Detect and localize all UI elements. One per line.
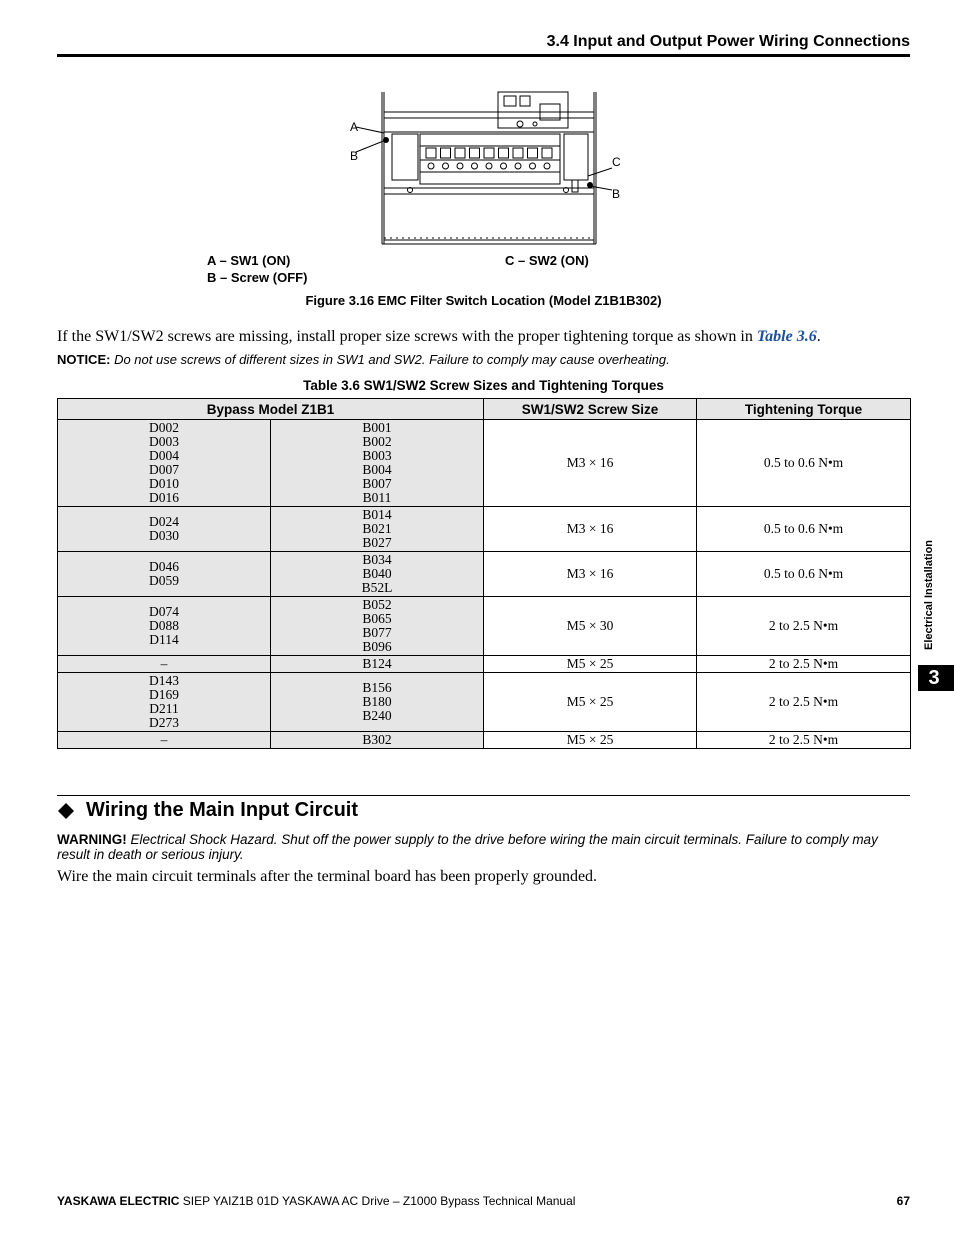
table-row [58, 507, 911, 552]
model-code: D211 [149, 701, 179, 716]
model-code: B002 [362, 434, 392, 449]
cell-torque: 0.5 to 0.6 N•m [697, 507, 911, 552]
terminal-block-group [426, 148, 552, 169]
model-code: D016 [149, 490, 179, 505]
model-code: B124 [362, 656, 392, 671]
warning-label: WARNING! [57, 832, 127, 847]
terminal-lug [513, 148, 523, 158]
notice [57, 352, 910, 367]
cell-d-models [58, 673, 271, 732]
model-code: B240 [362, 708, 392, 723]
terminal-lug [426, 148, 436, 158]
model-code: B052 [362, 597, 392, 612]
terminal-screw [428, 163, 434, 169]
drive-drawing [340, 90, 630, 250]
model-code: D088 [149, 618, 179, 633]
cell-screw-size: M5 × 30 [484, 597, 697, 656]
cell-b-models [271, 732, 484, 749]
terminal-screw [443, 163, 449, 169]
cell-screw-size: M3 × 16 [484, 420, 697, 507]
callout-b-left: B [350, 149, 359, 163]
terminal-screw [501, 163, 507, 169]
model-code: D046 [149, 559, 179, 574]
cell-screw-size: M3 × 16 [484, 507, 697, 552]
cell-screw-size: M5 × 25 [484, 732, 697, 749]
header-rule [57, 54, 910, 57]
table-reference-link[interactable]: Table 3.6 [756, 328, 817, 345]
table-row [58, 552, 911, 597]
cell-screw-size: M5 × 25 [484, 673, 697, 732]
terminal-lug [441, 148, 451, 158]
model-code: B52L [361, 580, 393, 595]
callout-c: C [612, 155, 621, 169]
model-code: B180 [362, 694, 392, 709]
table-row [58, 597, 911, 656]
model-code: D059 [149, 573, 179, 588]
section-heading: Wiring the Main Input Circuit [86, 799, 359, 821]
para1-end: . [816, 328, 821, 345]
cell-screw-size: M3 × 16 [484, 552, 697, 597]
table-caption: Table 3.6 SW1/SW2 Screw Sizes and Tightening Torques [303, 378, 664, 393]
legend-item-c: C – SW2 (ON) [505, 253, 589, 268]
warning [57, 832, 910, 862]
terminal-screw [544, 163, 550, 169]
side-tab [912, 535, 946, 655]
column-header-model: Bypass Model Z1B1 [58, 399, 484, 420]
cell-d-models [58, 507, 271, 552]
table-row [58, 732, 911, 749]
terminal-lug [499, 148, 509, 158]
notice-label: NOTICE: [57, 352, 111, 367]
side-tab-label: Electrical Installation [923, 539, 935, 651]
model-code: B156 [362, 680, 392, 695]
cell-screw-size: M5 × 25 [484, 656, 697, 673]
notice-text: Do not use screws of different sizes in SW1 and SW2. Failure to comply may cause overheating. [110, 352, 670, 367]
model-code: D074 [149, 604, 179, 619]
emc-filter-figure [340, 90, 630, 250]
warning-text: Electrical Shock Hazard. Shut off the power supply to the drive before wiring the main circuit terminals. Failure to comply may result in death or serious injury. [57, 832, 878, 862]
cell-torque: 2 to 2.5 N•m [697, 656, 911, 673]
cell-b-models [271, 507, 484, 552]
model-code: D169 [149, 687, 179, 702]
model-code: D004 [149, 448, 179, 463]
terminal-lug [455, 148, 465, 158]
screw-size-table [57, 398, 911, 749]
body-paragraph [57, 328, 910, 346]
table-body [58, 420, 911, 749]
model-code: B003 [362, 448, 392, 463]
sw1-screw [383, 137, 389, 143]
model-code: B021 [362, 521, 392, 536]
terminal-lug [470, 148, 480, 158]
column-header-screw-size: SW1/SW2 Screw Size [484, 399, 697, 420]
running-header: 3.4 Input and Output Power Wiring Connections [546, 33, 910, 50]
table-row [58, 656, 911, 673]
cell-torque: 2 to 2.5 N•m [697, 597, 911, 656]
terminal-screw [530, 163, 536, 169]
cell-d-models [58, 597, 271, 656]
cell-torque: 0.5 to 0.6 N•m [697, 420, 911, 507]
column-header-torque: Tightening Torque [697, 399, 911, 420]
model-code: B077 [362, 625, 392, 640]
terminal-lug [484, 148, 494, 158]
footer [57, 1194, 910, 1208]
cell-torque: 2 to 2.5 N•m [697, 673, 911, 732]
table-header-row [58, 399, 911, 420]
model-code: B001 [362, 420, 392, 435]
model-code: D007 [149, 462, 179, 477]
model-code: B040 [362, 566, 392, 581]
chapter-number: 3 [928, 667, 940, 689]
cell-d-models [58, 420, 271, 507]
footer-left [57, 1194, 575, 1208]
model-code: B065 [362, 611, 392, 626]
model-code: B007 [362, 476, 392, 491]
model-code: D010 [149, 476, 179, 491]
model-code: D030 [149, 528, 179, 543]
cell-d-models [58, 552, 271, 597]
model-code: D273 [149, 715, 179, 730]
section-rule [57, 795, 910, 796]
model-code: B096 [362, 639, 392, 654]
model-code: D024 [149, 514, 179, 529]
cell-d-models [58, 656, 271, 673]
diamond-bullet-icon [58, 803, 74, 819]
cell-b-models [271, 656, 484, 673]
legend-item-b: B – Screw (OFF) [207, 270, 308, 285]
page-number: 67 [896, 1194, 910, 1208]
cell-b-models [271, 597, 484, 656]
terminal-screw [486, 163, 492, 169]
terminal-lug [528, 148, 538, 158]
table-row [58, 420, 911, 507]
callout-a: A [350, 120, 359, 134]
cell-torque: 2 to 2.5 N•m [697, 732, 911, 749]
model-code: D002 [149, 420, 179, 435]
legend-item-a: A – SW1 (ON) [207, 253, 291, 268]
model-code: B027 [362, 535, 392, 550]
model-code: B034 [362, 552, 392, 567]
cell-b-models [271, 552, 484, 597]
cell-b-models [271, 420, 484, 507]
cell-b-models [271, 673, 484, 732]
terminal-screw [472, 163, 478, 169]
footer-doc: SIEP YAIZ1B 01D YASKAWA AC Drive – Z1000 Bypass Technical Manual [179, 1194, 576, 1208]
model-code: B014 [362, 507, 392, 522]
sw2-screw [587, 182, 593, 188]
model-code: D003 [149, 434, 179, 449]
para1-text: If the SW1/SW2 screws are missing, install proper size screws with the proper tightening torque as shown in [57, 328, 757, 345]
table-row [58, 673, 911, 732]
model-code: B302 [362, 732, 392, 747]
model-code: – [160, 656, 168, 671]
figure-caption: Figure 3.16 EMC Filter Switch Location (Model Z1B1B302) [305, 293, 662, 308]
model-code: B004 [362, 462, 392, 477]
cell-d-models [58, 732, 271, 749]
callout-b-right: B [612, 187, 621, 201]
model-code: B011 [362, 490, 392, 505]
model-code: D114 [149, 632, 179, 647]
model-code: – [160, 732, 168, 747]
terminal-lug [542, 148, 552, 158]
model-code: D143 [149, 673, 179, 688]
cell-torque: 0.5 to 0.6 N•m [697, 552, 911, 597]
terminal-screw [457, 163, 463, 169]
terminal-screw [515, 163, 521, 169]
body-paragraph-2: Wire the main circuit terminals after the terminal board has been properly grounded. [57, 868, 598, 885]
chapter-tab [918, 665, 954, 691]
footer-brand: YASKAWA ELECTRIC [57, 1194, 180, 1208]
